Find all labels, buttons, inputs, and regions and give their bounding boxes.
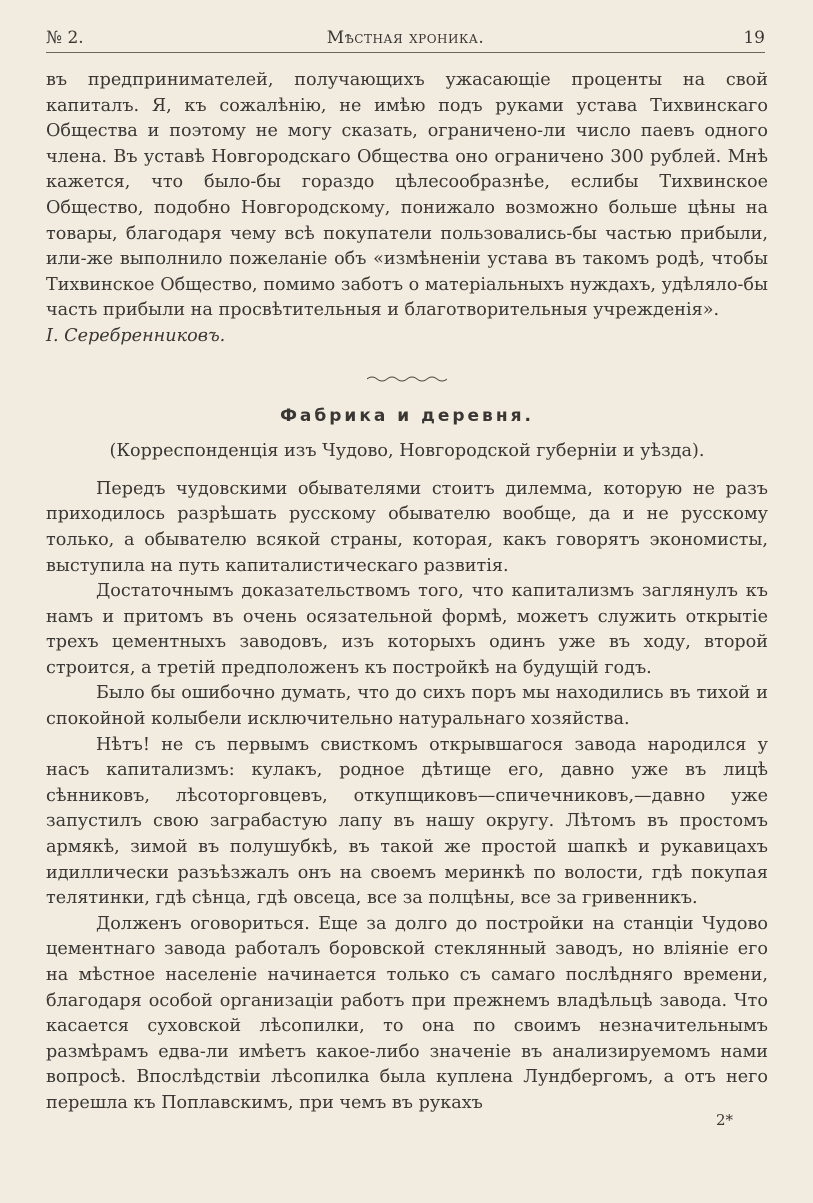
section-title: Мѣстная хроника. xyxy=(326,28,485,48)
paragraph: въ предпринимателей, получающихъ ужасающіе проценты на свой капиталъ. Я, къ сожалѣнію, не имѣю подъ руками устава Тихвинскаго Общества и поэтому не могу сказать, ограничено-ли число паевъ одного члена. Въ уставѣ Новгородскаго Общества оно ограничено 300 рублей. Мнѣ кажется, что было-бы гораздо цѣлесообразнѣе, еслибы Тихвинское Общество, подобно Новгородскому, понижало возможно больше цѣны на товары, благодаря чему всѣ покупатели пользовались-бы частью прибыли, или-же выполнило пожеланіе объ «измѣненіи устава въ такомъ родѣ, чтобы Тихвинское Общество, помимо заботъ о матеріальныхъ нуждахъ, удѣляло-бы часть прибыли на просвѣтительныя и благотворительныя учрежденія». xyxy=(46,70,768,321)
signature: І. Серебренниковъ. xyxy=(46,325,226,346)
paragraph: Долженъ оговориться. Еще за долго до постройки на станціи Чудово цементнаго завода работалъ боровской стеклянный заводъ, но вліяніе его на мѣстное населеніе начинается только съ самаго послѣдняго времени, благодаря особой организаціи работъ при прежнемъ владѣльцѣ завода. Что касается суховской лѣсопилки, то она по своимъ незначительнымъ размѣрамъ едва-ли имѣетъ какое-либо значеніе въ анализируемомъ нами вопросѣ. Впослѣдствіи лѣсопилка была куплена Лундбергомъ, а отъ него перешла къ Поплавскимъ, при чемъ въ рукахъ xyxy=(46,913,768,1113)
text-body xyxy=(46,68,768,1117)
paragraph: Передъ чудовскими обывателями стоитъ дилемма, которую не разъ приходилось разрѣшать русскому обывателю вообще, да и не русскому только, а обывателю всякой страны, которая, какъ говорятъ экономисты, выступила на путь капиталистическаго развитія. xyxy=(46,478,768,576)
header-rule xyxy=(46,52,765,53)
article-title: Фабрика и деревня. xyxy=(280,405,534,426)
wave-ornament-icon xyxy=(367,375,447,383)
running-header xyxy=(46,26,765,50)
signature-mark: 2* xyxy=(715,1111,733,1129)
paragraph: Достаточнымъ доказательствомъ того, что капитализмъ заглянулъ къ намъ и притомъ въ очень осязательной формѣ, можетъ служить открытіе трехъ цементныхъ заводовъ, изъ которыхъ одинъ уже въ ходу, второй строится, а третій предположенъ къ постройкѣ на будущій годъ. xyxy=(46,581,768,678)
article-subtitle: (Корреспонденція изъ Чудово, Новгородской губерніи и уѣзда). xyxy=(109,441,705,462)
issue-number: № 2. xyxy=(46,28,84,48)
paragraph: Нѣтъ! не съ первымъ свисткомъ открывшагося завода народился у насъ капитализмъ: кулакъ, родное дѣтище его, давно уже въ лицѣ сѣнниковъ, лѣсоторговцевъ, откупщиковъ—спичечниковъ,—давно уже запустилъ свою заграбастую лапу въ нашу округу. Лѣтомъ въ простомъ армякѣ, зимой въ полушубкѣ, въ такой же простой шапкѣ и рукавицахъ идиллически разъѣзжалъ онъ на своемъ меринкѣ по волости, гдѣ покупая телятинки, гдѣ сѣнца, гдѣ овсеца, все за полцѣны, все за гривенникъ. xyxy=(46,734,768,909)
paragraph: Было бы ошибочно думать, что до сихъ поръ мы находились въ тихой и спокойной колыбели исключительно натуральнаго хозяйства. xyxy=(46,683,768,730)
page-number: 19 xyxy=(743,28,765,48)
ornament-divider xyxy=(46,366,768,376)
